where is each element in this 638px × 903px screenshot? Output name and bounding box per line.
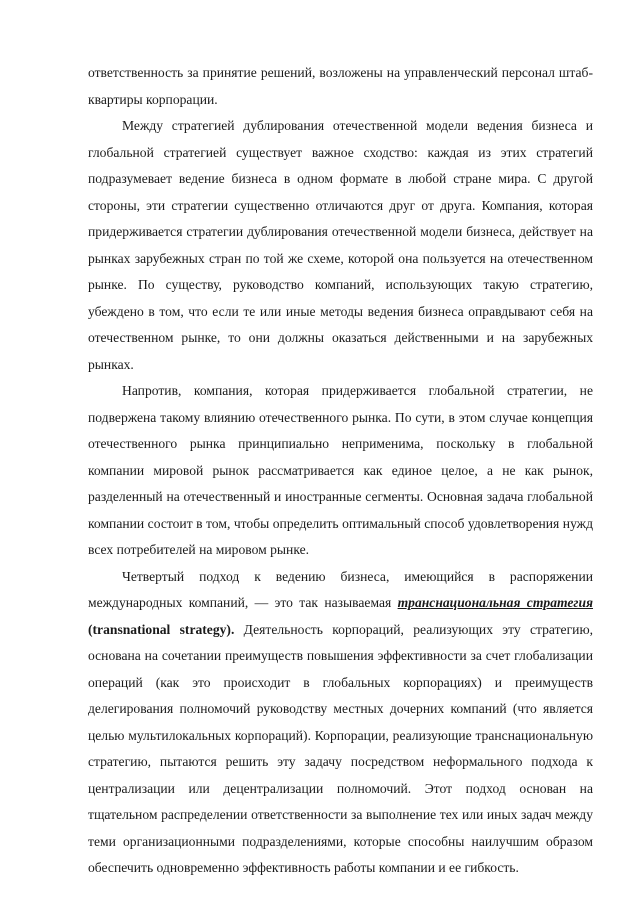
paragraph-4	[88, 564, 593, 882]
term-transnational-strategy: транснациональная стратегия	[397, 595, 594, 610]
term-english: (transnational strategy).	[88, 621, 235, 637]
paragraph-4-lead: Четвертый подход к ведению бизнеса, имеющийся в распоряжении международных компаний, — это так называемая	[88, 568, 593, 610]
paragraph-4-body: Деятельность корпораций, реализующих эту стратегию, основана на сочетании преимуществ повышения эффективности за счет глобализации операций (как это происходит в глобальных корпорациях) и преимуществ делегирования полномочий руководству местных дочерних компаний (что является целью мультилокальных корпораций). Корпорации, реализующие транснациональную стратегию, пытаются решить эту задачу посредством неформального подхода к централизации или децентрализации полномочий. Этот подход основан на тщательном распределении ответственности за выполнение тех или иных задач между теми организационными подразделениями, которые способны наилучшим образом обеспечить одновременно эффективность работы компании и ее гибкость.	[88, 621, 593, 875]
paragraph-2: Между стратегией дублирования отечественной модели ведения бизнеса и глобальной стратегией существует важное сходство: каждая из этих стратегий подразумевает ведение бизнеса в одном формате в любой стране мира. С другой стороны, эти стратегии существенно отличаются друг от друга. Компания, которая придерживается стратегии дублирования отечественной модели бизнеса, действует на рынках зарубежных стран по той же схеме, которой она пользуется на отечественном рынке. По существу, руководство компаний, использующих такую стратегию, убеждено в том, что если те или иные методы ведения бизнеса оправдывают себя на отечественном рынке, то они должны оказаться действенными и на зарубежных рынках.	[88, 118, 593, 372]
paragraph-3: Напротив, компания, которая придерживается глобальной стратегии, не подвержена такому влиянию отечественного рынка. По сути, в этом случае концепция отечественного рынка принципиально неприменима, поскольку в глобальной компании мировой рынок рассматривается как единое целое, а не как рынок, разделенный на отечественный и иностранные сегменты. Основная задача глобальной компании состоит в том, чтобы определить оптимальный способ удовлетворения нужд всех потребителей на мировом рынке.	[88, 383, 593, 557]
paragraph-1: ответственность за принятие решений, возложены на управленческий персонал штаб-квартиры корпорации.	[88, 65, 593, 107]
document-page	[88, 60, 593, 882]
